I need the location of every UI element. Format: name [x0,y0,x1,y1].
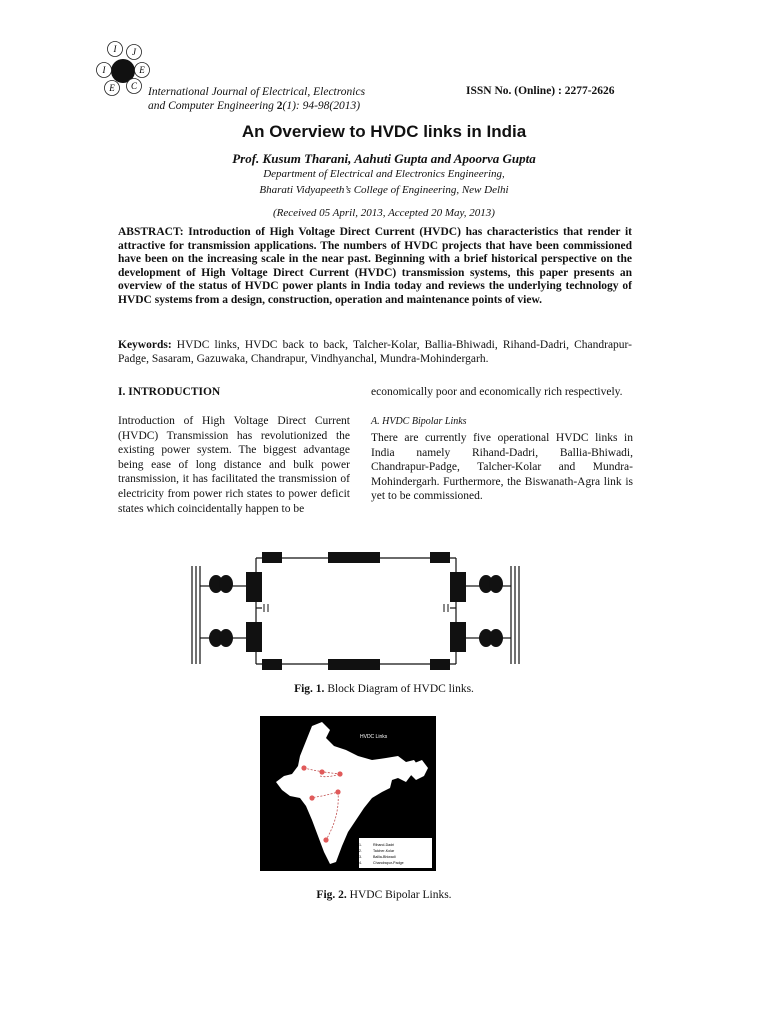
figure1-label: Fig. 1. [294,683,325,695]
map-title: HVDC Links [360,734,388,740]
journal-line2: and Computer Engineering [148,100,277,112]
legend-label: Rihand-Dadri [373,843,395,847]
svg-text:J: J [132,47,136,57]
figure2-text: HVDC Bipolar Links. [346,889,452,901]
figure1-caption [0,683,768,695]
figure2-caption [0,889,768,901]
bipolar-paragraph: There are currently five operational HVDC links in India namely Rihand-Dadri, Ballia-Bhiwadi, Chandrapur-Padge, Talcher-Kolar and Mundra-Mohindergarh. Furthermore, the Biswanath-Agra link is yet to be commissioned. [371,432,633,503]
legend-label: Chandrapur-Padge [373,861,404,865]
issn: ISSN No. (Online) : 2277-2626 [466,85,615,97]
received-dates: (Received 05 April, 2013, Accepted 20 May, 2013) [273,207,495,219]
hvdc-block-diagram [186,546,526,676]
section-heading-introduction: I. INTRODUCTION [118,386,221,398]
svg-text:E: E [109,83,115,93]
figure2-label: Fig. 2. [316,889,347,901]
intro-paragraph: Introduction of High Voltage Direct Current (HVDC) Transmission has revolutionized the existing power system. The biggest advantage being ease of long distance and bulk power transmission, it has facilitated the transmission of electricity from power rich states to power deficit states which coincidentally happen to be [118,415,350,515]
svg-text:E: E [139,65,145,75]
legend-num: 4. [359,861,362,865]
svg-text:I: I [102,65,106,75]
paper-title: An Overview to HVDC links in India [241,122,527,141]
legend-num: 1. [359,843,362,847]
journal-logo [92,40,154,102]
keywords-text: HVDC links, HVDC back to back, Talcher-Kolar, Ballia-Bhiwadi, Rihand-Dadri, Chandrapur-Padge, Sasaram, Gazuwaka, Chandrapur, Vindhyanchal, Mundra-Mohindergarh. [118,339,632,365]
abstract: ABSTRACT: Introduction of High Voltage Direct Current (HVDC) has characteristics that render it attractive for transmission applications. The numbers of HVDC projects that have been commissioned have been on the increasing scale in the near past. Beginning with a brief historical perspective on the development of High Voltage Direct Current (HVDC) transmission systems, this paper presents an overview of the status of HVDC power plants in India today and reviews the underlying technology of HVDC systems from a design, construction, operation and maintenance points of view. [118,226,632,306]
journal-line1: International Journal of Electrical, Electronics [148,86,366,98]
journal-volume: 2 [276,100,283,112]
svg-text:I: I [113,44,117,54]
affiliation-line1: Department of Electrical and Electronics Engineering, [263,168,505,180]
hvdc-map-figure [260,716,436,871]
journal-name [148,85,418,113]
authors: Prof. Kusum Tharani, Aahuti Gupta and Apoorva Gupta [232,151,536,166]
journal-issue: (1): 94-98(2013) [282,100,361,112]
affiliation-line2: Bharati Vidyapeeth’s College of Engineering, New Delhi [259,184,509,196]
keywords [118,338,632,366]
keywords-label: Keywords: [118,339,172,351]
svg-text:C: C [130,81,138,91]
map-links-overlay [260,716,436,871]
figure1-text: Block Diagram of HVDC links. [324,683,474,695]
legend-num: 3. [359,855,362,859]
legend-label: Ballia-Bhiwadi [373,855,396,859]
subsection-heading-bipolar: A. HVDC Bipolar Links [371,416,467,427]
intro-continuation: economically poor and economically rich respectively. [371,386,623,398]
legend-num: 2. [359,849,362,853]
legend-label: Talcher-Kolar [373,849,395,853]
